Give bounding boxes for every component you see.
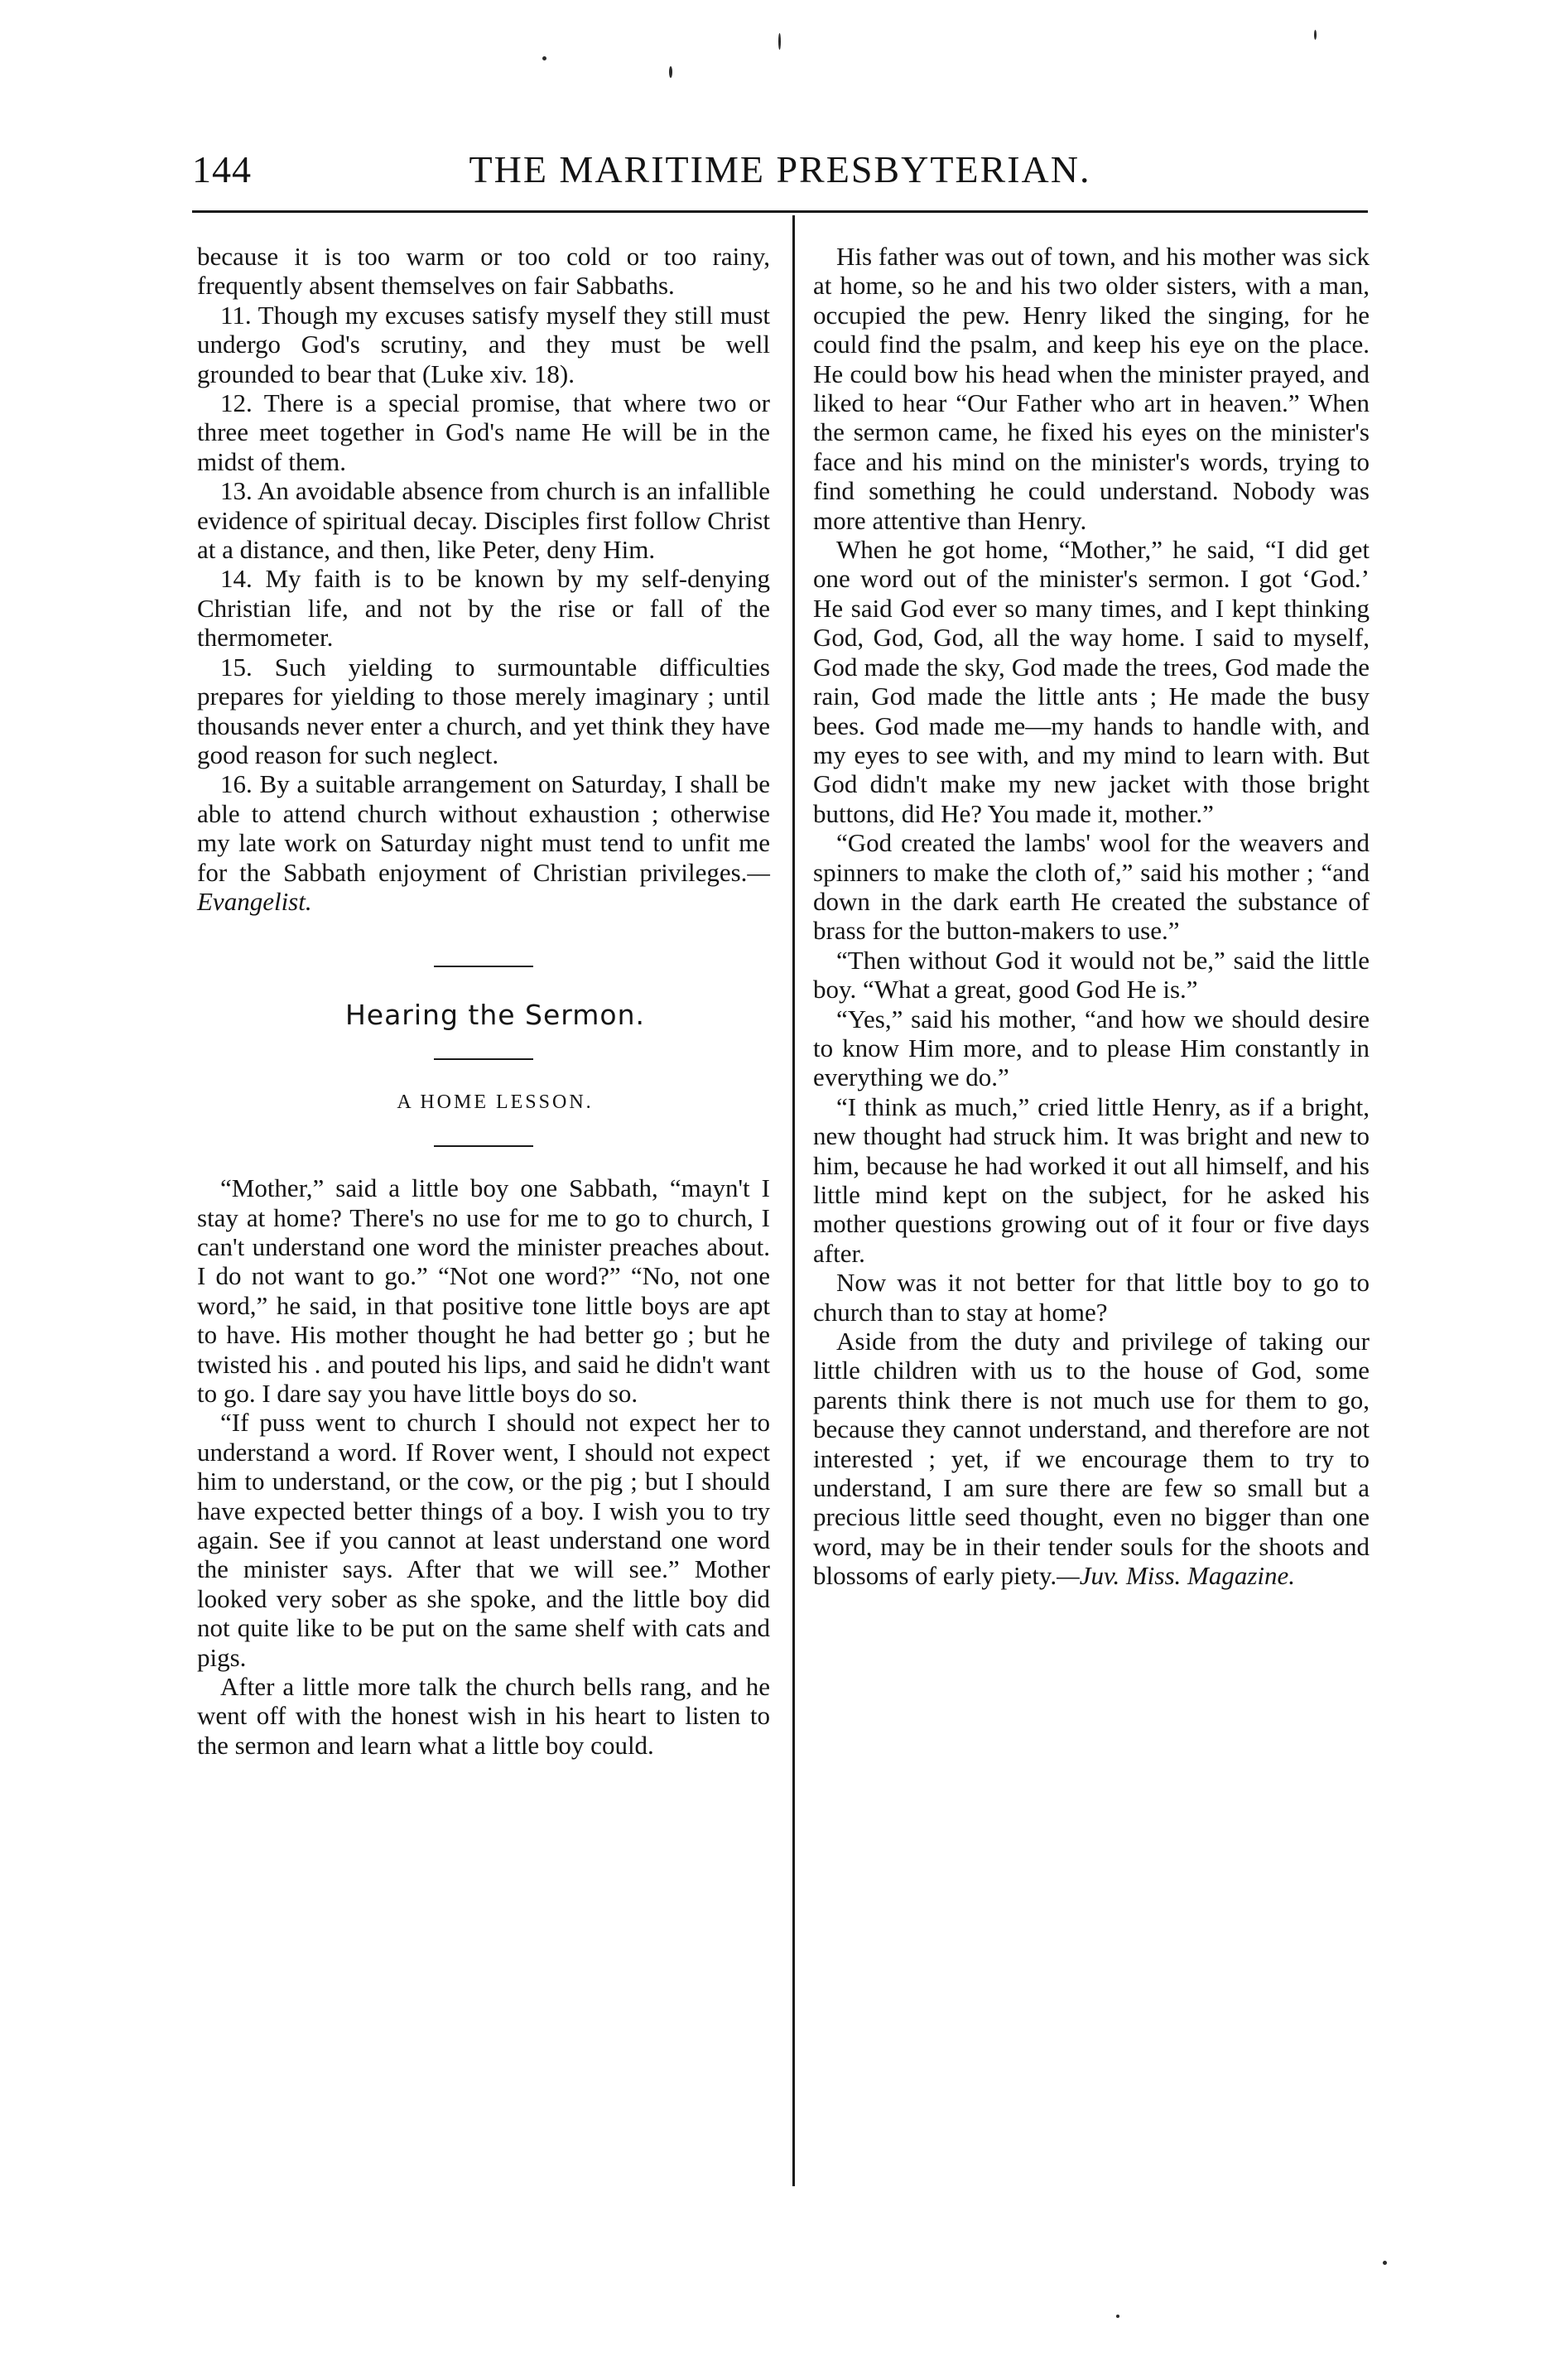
paragraph: 11. Though my excuses satisfy myself they still must undergo God's scrutiny, and they must be well grounded to bear that (Luke xiv. 18).	[197, 300, 770, 388]
ink-speck	[1314, 30, 1317, 40]
ink-speck	[1383, 2261, 1387, 2265]
paragraph: because it is too warm or too cold or too rainy, frequently absent themselves on fair Sabbaths.	[197, 242, 770, 301]
ink-speck	[542, 56, 546, 60]
paragraph-text: Aside from the duty and privilege of taking our little children with us to the house of God, some parents think there is not much use for them to go, because they cannot understand, and therefore are not interested ; yet, if we encourage them to try to understand, I am sure there are few so small but a precious little seed thought, even no bigger than one word, may be in their tender souls for the shoots and blossoms of early piety.	[813, 1327, 1370, 1591]
spacer	[197, 916, 770, 966]
article-subtitle: A HOME LESSON.	[397, 1091, 594, 1113]
paragraph: “Then without God it would not be,” said the little boy. “What a great, good God He is.”	[813, 945, 1370, 1005]
ink-speck	[669, 66, 672, 78]
page-header	[192, 147, 1368, 205]
paragraph: Now was it not better for that little boy to go to church than to stay at home?	[813, 1268, 1370, 1327]
paragraph: His father was out of town, and his mother was sick at home, so he and his two older sisters, with a man, occupied the pew. Henry liked the singing, for he could find the psalm, and keep his eye on the place. He could bow his head when the minister prayed, and liked to hear “Our Father who art in heaven.” When the sermon came, he fixed his eyes on the minister's face and his mind on the minister's words, trying to find something he could understand. Nobody was more attentive than Henry.	[813, 242, 1370, 535]
left-column	[197, 242, 770, 1760]
spacer	[197, 1117, 770, 1145]
article-title: Hearing the Sermon.	[344, 999, 646, 1032]
spacer	[197, 967, 770, 1000]
paragraph: 13. An avoidable absence from church is an infallible evidence of spiritual decay. Disciples first follow Christ at a distance, and then, like Peter, deny Him.	[197, 476, 770, 565]
paragraph: “If puss went to church I should not expect her to understand a word. If Rover went, I should not expect him to understand, or the cow, or the pig ; but I should have expected better things of a boy. I wish you to try again. See if you cannot at least understand one word the minister says. After that we will see.” Mother looked very sober as she spoke, and the little boy did not quite like to be put on the same shelf with cats and pigs.	[197, 1408, 770, 1672]
ink-speck	[1116, 2315, 1119, 2318]
running-head: THE MARITIME PRESBYTERIAN.	[469, 148, 1091, 190]
paragraph	[197, 769, 770, 916]
paragraph: When he got home, “Mother,” he said, “I did get one word out of the minister's sermon. I got ‘God.’ He said God ever so many times, and I kept thinking God, God, God, all the way home. I said to myself, God made the sky, God made the trees, God made the rain, God made the little ants ; He made the busy bees. God made me—my hands to handle with, and my eyes to see with, and my mind to learn with. But God didn't make my new jacket with those bright buttons, did He? You made it, mother.”	[813, 535, 1370, 828]
paragraph	[813, 1327, 1370, 1591]
spacer	[197, 1030, 770, 1058]
paragraph: “God created the lambs' wool for the weavers and spinners to make the cloth of,” said his mother ; “and down in the dark earth He created the substance of brass for the button-makers to use.”	[813, 828, 1370, 946]
paragraph: “I think as much,” cried little Henry, as if a bright, new thought had struck him. It was bright and new to him, because he had worked it out all himself, and his little mind kept on the subject, for he asked his mother questions growing out of it four or five days after.	[813, 1091, 1370, 1268]
paragraph: “Yes,” said his mother, “and how we should desire to know Him more, and to please Him constantly in everything we do.”	[813, 1004, 1370, 1092]
spacer	[197, 1060, 770, 1088]
column-divider	[792, 215, 795, 2186]
attribution: —Evangelist.	[197, 857, 770, 916]
attribution: —Juv. Miss. Magazine.	[1057, 1561, 1296, 1591]
header-rule	[192, 210, 1368, 213]
paragraph: After a little more talk the church bells rang, and he went off with the honest wish in his heart to listen to the sermon and learn what a little boy could.	[197, 1672, 770, 1760]
page-number: 144	[192, 148, 252, 190]
paragraph: 12. There is a special promise, that where two or three meet together in God's name He will be in the midst of them.	[197, 388, 770, 476]
paragraph: 14. My faith is to be known by my self-denying Christian life, and not by the rise or fall of the thermometer.	[197, 564, 770, 653]
spacer	[197, 1147, 770, 1173]
paragraph: “Mother,” said a little boy one Sabbath, “mayn't I stay at home? There's no use for me to go to church, I can't understand one word the minister preaches about. I do not want to go.” “Not one word?” “No, not one word,” he said, in that positive tone little boys are apt to have. His mother thought he had better go ; but he twisted his . and pouted his lips, and said he didn't want to go. I dare say you have little boys do so.	[197, 1173, 770, 1408]
paragraph-text: 16. By a suitable arrangement on Saturday, I shall be able to attend church without exhaustion ; otherwise my late work on Saturday night must tend to unfit me for the Sabbath enjoyment of Christian privileges.	[197, 769, 770, 887]
right-column	[813, 242, 1370, 1591]
paragraph: 15. Such yielding to surmountable difficulties prepares for yielding to those merely imaginary ; until thousands never enter a church, and yet think they have good reason for such neglect.	[197, 652, 770, 769]
ink-speck	[778, 33, 781, 50]
